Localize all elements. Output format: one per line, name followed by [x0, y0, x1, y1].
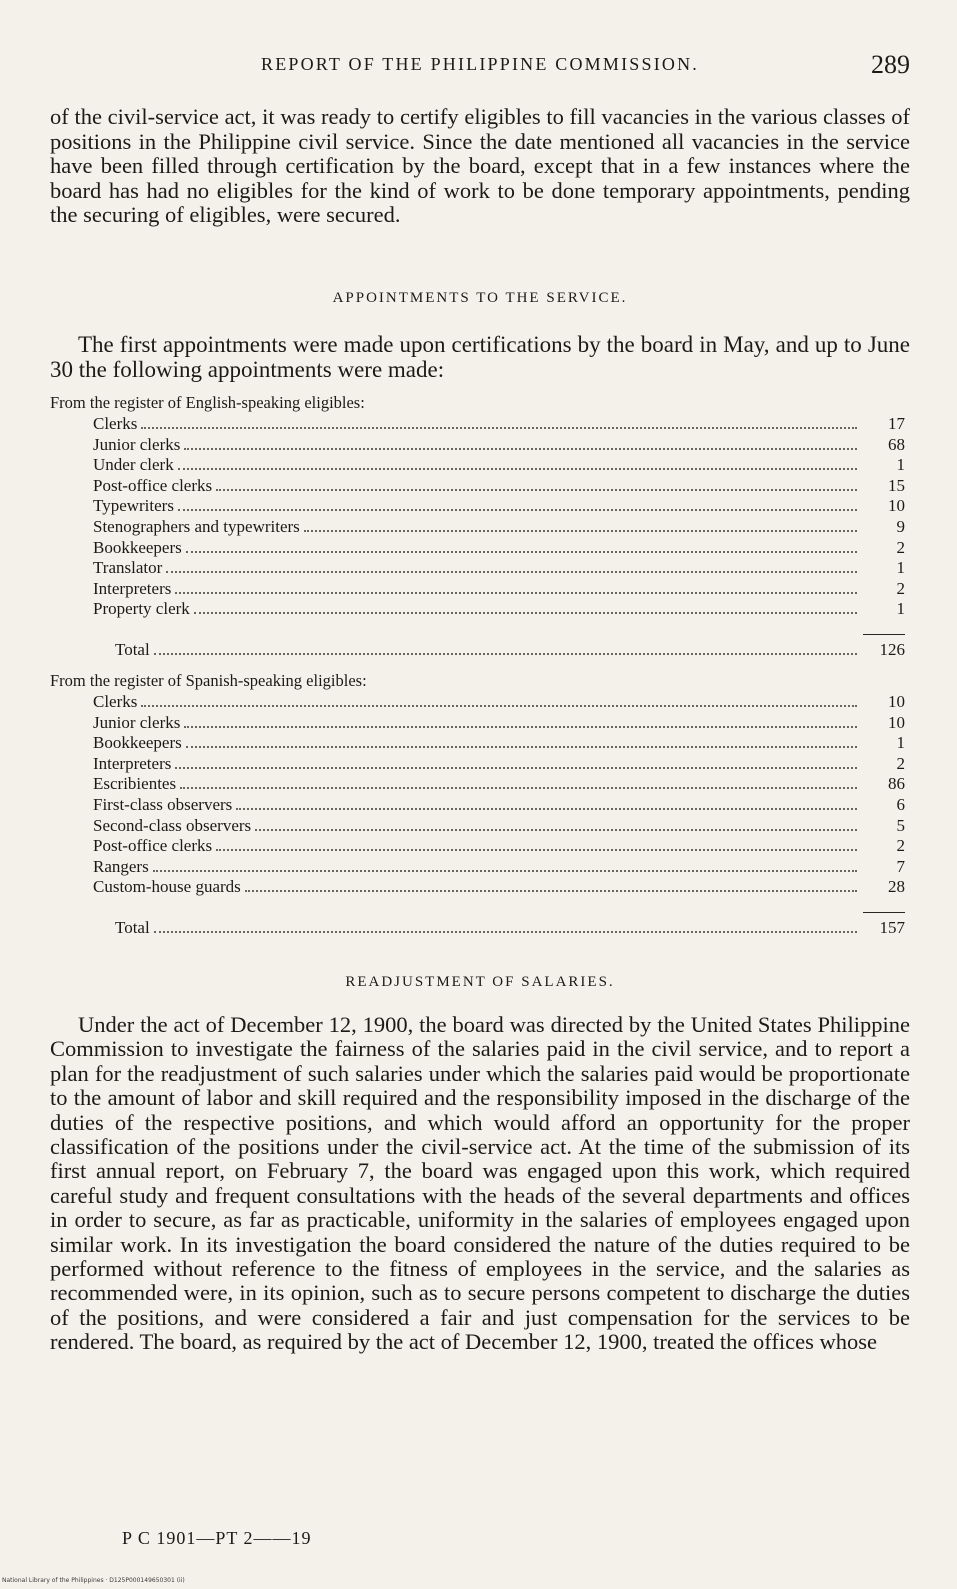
position-count: 15: [888, 475, 905, 495]
leader-dots: [245, 890, 857, 892]
position-count: 1: [896, 558, 905, 578]
appointments-intro: The first appointments were made upon certifications by the board in May, and up to June 30 the following appointments were made:: [50, 332, 910, 382]
list-item: [93, 733, 905, 754]
position-label: Translator: [93, 558, 163, 578]
list-item: [93, 599, 905, 620]
position-label: First-class observers: [93, 794, 233, 814]
position-label: Custom-house guards: [93, 877, 241, 897]
position-count: 2: [896, 753, 905, 773]
total-value: 126: [879, 640, 905, 659]
list-item: [93, 836, 905, 857]
position-count: 10: [888, 692, 905, 711]
list-item: [93, 455, 905, 476]
position-count: 28: [888, 877, 905, 897]
position-count: 7: [896, 856, 905, 876]
leader-dots: [186, 551, 857, 553]
total-label: Total: [115, 640, 150, 659]
list-item: [93, 476, 905, 497]
english-register-label: From the register of English-speaking eligibles:: [50, 393, 365, 412]
leader-dots: [255, 829, 857, 831]
position-count: 6: [896, 794, 905, 814]
readjustment-paragraph: Under the act of December 12, 1900, the board was directed by the United States Philippine Commission to investigate the fairness of the salaries paid in the civil service, and to report a plan for the readjustment of such salaries under which the salaries paid would be proportionate to the amount of labor and skill required and the responsibility imposed in the discharge of the duties of the respective positions, and which would afford an opportunity for the proper classification of the positions under the civil-service act. At the time of the submission of its first annual report, on February 7, the board was engaged upon this work, which required careful study and frequent consultations with the heads of the several departments and offices in order to secure, as far as practicable, uniformity in the salaries of employees engaged upon similar work. In its investigation the board considered the nature of the duties required to be performed without reference to the fitness of employees in the service, and the salaries as recommended were, in its opinion, such as to secure persons competent to discharge the duties of the positions, and were considered a fair and just compensation for the services to be rendered. The board, as required by the act of December 12, 1900, treated the offices whose: [50, 1012, 910, 1355]
position-count: 9: [896, 516, 905, 536]
position-count: 2: [896, 578, 905, 598]
leader-dots: [216, 489, 857, 491]
position-label: Property clerk: [93, 599, 190, 619]
leader-dots: [141, 705, 857, 707]
position-count: 68: [888, 434, 905, 454]
leader-dots: [178, 468, 857, 470]
position-label: Interpreters: [93, 753, 172, 773]
list-item: [93, 517, 905, 538]
position-count: 10: [888, 712, 905, 732]
leader-dots: [154, 931, 857, 933]
scan-credit: National Library of the Philippines · D125P000149650301 (ii): [2, 1577, 185, 1584]
list-item: [93, 713, 905, 734]
list-item: [93, 435, 905, 456]
leader-dots: [186, 746, 857, 748]
leader-dots: [153, 870, 857, 872]
position-label: Rangers: [93, 856, 149, 876]
position-label: Post-office clerks: [93, 475, 213, 495]
leader-dots: [304, 530, 857, 532]
position-label: Typewriters: [93, 496, 174, 516]
position-count: 1: [896, 455, 905, 475]
position-label: Junior clerks: [93, 434, 181, 454]
position-label: Second-class observers: [93, 815, 252, 835]
position-label: Stenographers and typewriters: [93, 516, 300, 536]
appointments-heading: APPOINTMENTS TO THE SERVICE.: [332, 290, 628, 306]
total-rule: [863, 912, 905, 913]
list-item: [93, 579, 905, 600]
total-value: 157: [879, 918, 905, 937]
english-appointments-list: [93, 414, 905, 620]
position-count: 17: [888, 414, 905, 433]
printer-signature: P C 1901—PT 2——19: [122, 1528, 312, 1548]
leader-dots: [175, 767, 857, 769]
intro-paragraph: of the civil-service act, it was ready to certify eligibles to fill vacancies in the various classes of positions in the Philippine civil service. Since the date mentioned all vacancies in the service have been filled through certification by the board, except that in a few instances where the board has had no eligibles for the kind of work to be done temporary appointments, pending the securing of eligibles, were secured.: [50, 104, 910, 227]
position-label: Under clerk: [93, 455, 174, 475]
list-item: [93, 774, 905, 795]
spanish-appointments-list: [93, 692, 905, 898]
list-item: [93, 496, 905, 517]
leader-dots: [236, 808, 857, 810]
position-label: Interpreters: [93, 578, 172, 598]
list-item: [93, 692, 905, 713]
total-rule: [863, 634, 905, 635]
spanish-total-row: [115, 918, 905, 938]
list-item: [93, 857, 905, 878]
position-count: 86: [888, 774, 905, 794]
header-title: REPORT OF THE PHILIPPINE COMMISSION.: [260, 54, 699, 74]
list-item: [93, 795, 905, 816]
position-count: 1: [896, 599, 905, 619]
leader-dots: [141, 427, 857, 429]
leader-dots: [180, 787, 857, 789]
leader-dots: [175, 592, 857, 594]
list-item: [93, 414, 905, 435]
list-item: [93, 538, 905, 559]
position-label: Bookkeepers: [93, 537, 182, 557]
leader-dots: [184, 726, 857, 728]
leader-dots: [216, 849, 857, 851]
position-count: 2: [896, 537, 905, 557]
position-count: 2: [896, 836, 905, 856]
position-label: Escribientes: [93, 774, 177, 794]
total-label: Total: [115, 918, 150, 937]
position-count: 1: [896, 733, 905, 753]
readjustment-heading: READJUSTMENT OF SALARIES.: [345, 974, 615, 990]
list-item: [93, 754, 905, 775]
leader-dots: [154, 653, 857, 655]
page-number: 289: [871, 50, 910, 79]
list-item: [93, 877, 905, 898]
list-item: [93, 816, 905, 837]
position-label: Clerks: [93, 414, 138, 433]
leader-dots: [178, 509, 857, 511]
english-total-row: [115, 640, 905, 660]
position-count: 5: [896, 815, 905, 835]
leader-dots: [194, 612, 857, 614]
position-label: Junior clerks: [93, 712, 181, 732]
list-item: [93, 558, 905, 579]
leader-dots: [184, 448, 857, 450]
position-label: Post-office clerks: [93, 836, 213, 856]
spanish-register-label: From the register of Spanish-speaking eligibles:: [50, 671, 367, 690]
position-label: Clerks: [93, 692, 138, 711]
leader-dots: [166, 571, 857, 573]
position-count: 10: [888, 496, 905, 516]
position-label: Bookkeepers: [93, 733, 182, 753]
running-header: [50, 50, 910, 80]
